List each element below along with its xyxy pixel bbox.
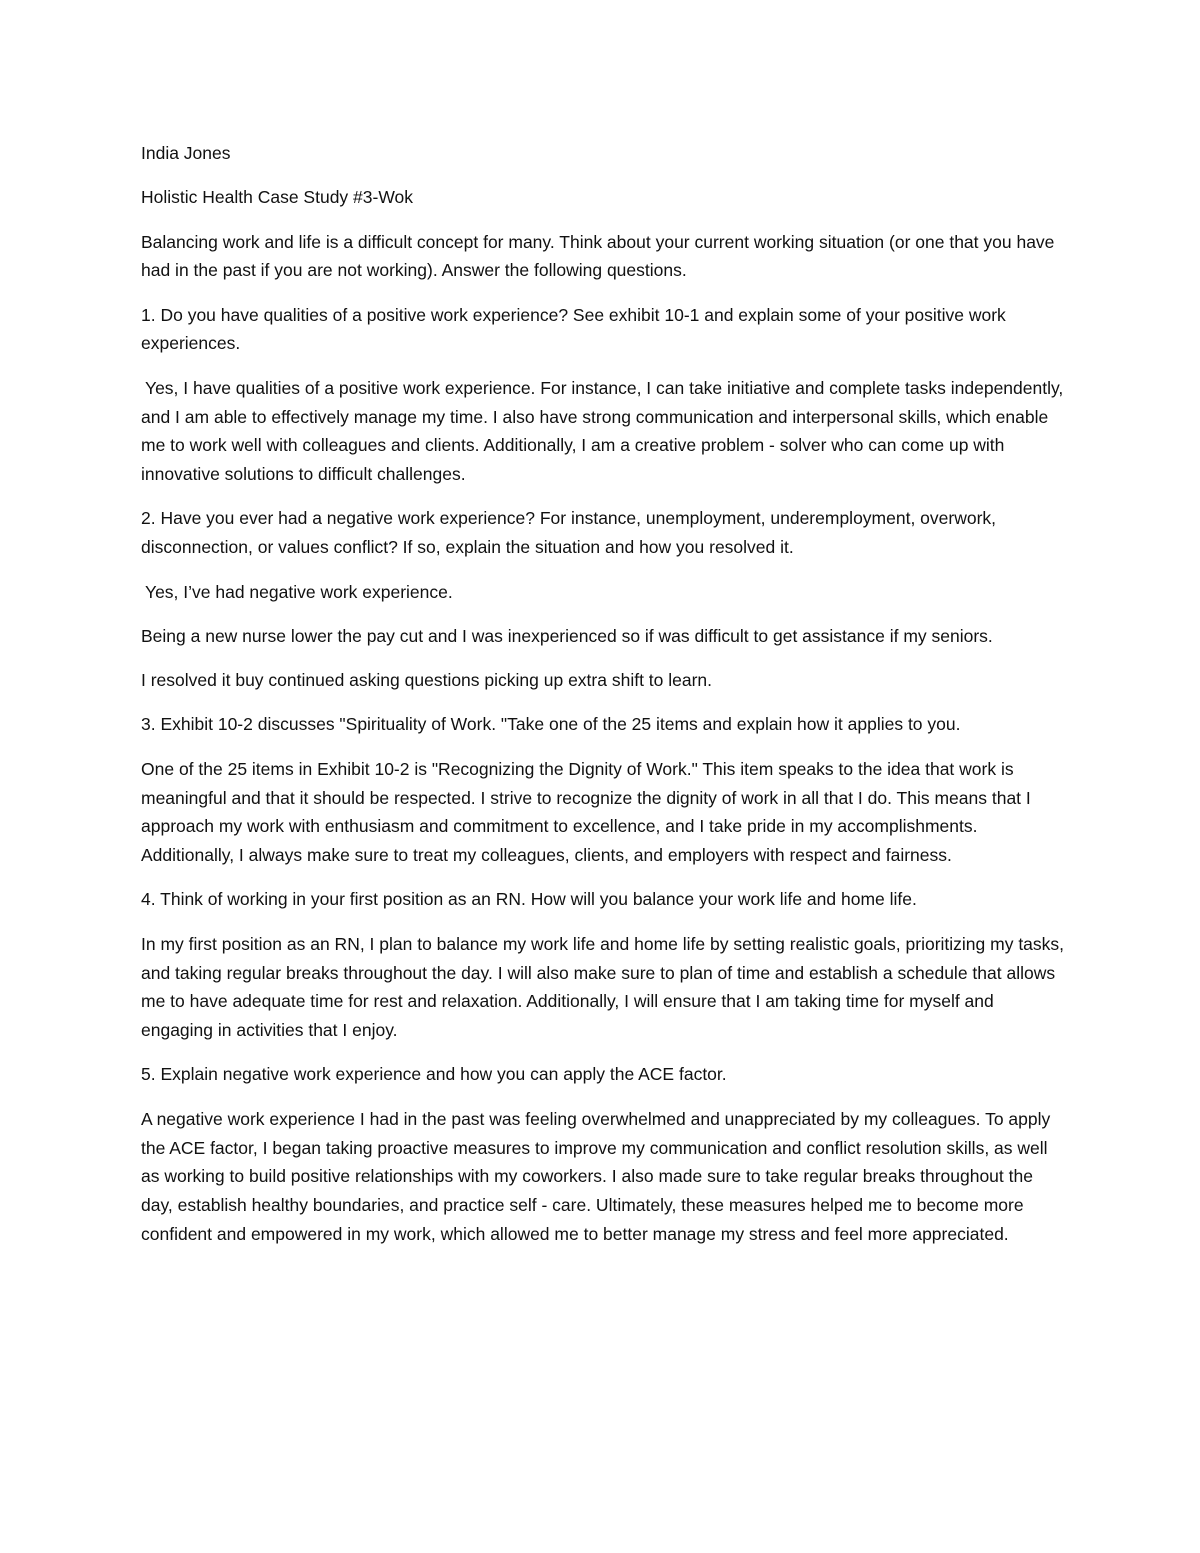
answer-2-line-2: Being a new nurse lower the pay cut and I was inexperienced so if was difficult to get assistance if my seniors. [141,625,993,646]
answer-5: A negative work experience I had in the past was feeling overwhelmed and unappreciated by my colleagues. To apply the ACE factor, I began taking proactive measures to improve my communication and conflict resolution skills, as well as working to build positive relationships with my coworkers. I also made sure to take regular breaks throughout the day, establish healthy boundaries, and practice self - care. Ultimately, these measures helped me to become more confident and empowered in my work, which allowed me to better manage my stress and feel more appreciated. [141,1108,1051,1244]
document-title: Holistic Health Case Study #3-Wok [141,187,414,208]
document-page [141,139,1066,1264]
answer-3: One of the 25 items in Exhibit 10-2 is "Recognizing the Dignity of Work." This item speaks to the idea that work is meaningful and that it should be respected. I strive to recognize the dignity of work in all that I do. This means that I approach my work with enthusiasm and commitment to excellence, and I take pride in my accomplishments. Additionally, I always make sure to treat my colleagues, clients, and employers with respect and fairness. [141,758,1031,866]
question-4: 4. Think of working in your first position as an RN. How will you balance your work life and home life. [141,889,917,910]
answer-1: Yes, I have qualities of a positive work experience. For instance, I can take initiative and complete tasks independently, and I am able to effectively manage my time. I also have strong communication and interpersonal skills, which enable me to work well with colleagues and clients. Additionally, I am a creative problem - solver who can come up with innovative solutions to difficult challenges. [141,377,1064,485]
question-3: 3. Exhibit 10-2 discusses "Spirituality of Work. "Take one of the 25 items and explain how it applies to you. [141,714,961,735]
question-2: 2. Have you ever had a negative work experience? For instance, unemployment, underemployment, overwork, disconnection, or values conflict? If so, explain the situation and how you resolved it. [141,508,997,558]
answer-2-line-1: Yes, I’ve had negative work experience. [145,581,453,602]
intro-paragraph: Balancing work and life is a difficult concept for many. Think about your current working situation (or one that you have had in the past if you are not working). Answer the following questions. [141,231,1055,281]
answer-2-line-3: I resolved it buy continued asking questions picking up extra shift to learn. [141,670,713,691]
question-5: 5. Explain negative work experience and how you can apply the ACE factor. [141,1064,727,1085]
question-1: 1. Do you have qualities of a positive work experience? See exhibit 10-1 and explain some of your positive work experiences. [141,304,1006,354]
answer-4: In my first position as an RN, I plan to balance my work life and home life by setting realistic goals, prioritizing my tasks, and taking regular breaks throughout the day. I will also make sure to plan of time and establish a schedule that allows me to have adequate time for rest and relaxation. Additionally, I will ensure that I am taking time for myself and engaging in activities that I enjoy. [141,933,1065,1041]
author-name: India Jones [141,143,231,163]
